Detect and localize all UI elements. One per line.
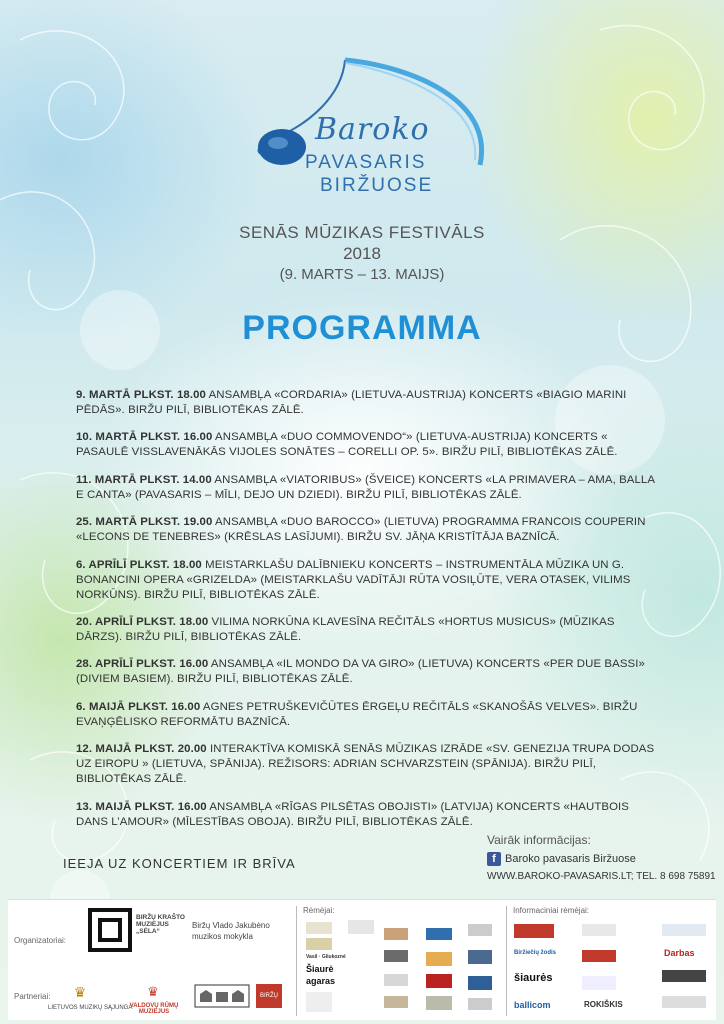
event-description: ANSAMBĻA «IL MONDO DA VA GIRO» (LIETUVA) KONCERTS «PER DUE BASSI» (DIVIEM BASIEM). BIRŽU PILĪ, BIBLIOTĒKAS ZĀLĒ. bbox=[76, 658, 645, 686]
website-and-phone[interactable]: WWW.BAROKO-PAVASARIS.LT; TEL. 8 698 75891 bbox=[487, 871, 716, 882]
logo-script-title: Baroko bbox=[315, 112, 430, 147]
event-item bbox=[76, 657, 656, 687]
event-item bbox=[76, 515, 656, 545]
media-siaures: šiaurės bbox=[514, 972, 553, 984]
supporter-logo bbox=[468, 950, 492, 964]
festival-title: SENĀS MŪZIKAS FESTIVĀLS bbox=[239, 223, 485, 242]
media-logo bbox=[662, 924, 706, 936]
supporter-logo bbox=[468, 998, 492, 1010]
event-description: MEISTARKLAŠU DALĪBNIEKU KONCERTS – INSTRUMENTĀLA MŪZIKA UN G. BONANCINI OPERA «GRIZELDA» (MEISTARKLAŠU VADĪTĀJI RŪTA VOSIĻŪTE, VERA OTASEK, VILIMS NORKŪNS). BIRŽU PILĪ, BIBLIOTĒKAS ZĀLĒ. bbox=[76, 558, 631, 601]
partner-music-union: LIETUVOS MUZIKŲ SĄJUNGA bbox=[48, 1005, 133, 1011]
event-time: 10. MARTĀ PLKST. 16.00 bbox=[76, 431, 213, 444]
programme-heading: PROGRAMMA bbox=[242, 309, 482, 347]
event-description: ANSAMBĻA «CORDARIA» (LIETUVA-AUSTRIJA) KONCERTS «BIAGIO MARINI PĒDĀS». BIRŽU PILĪ, BIBLIOTĒKAS ZĀLĒ. bbox=[76, 389, 627, 416]
supporters-label: Rėmėjai: bbox=[303, 906, 335, 915]
supporter-logo bbox=[306, 992, 332, 1012]
free-entry-note: IEEJA UZ KONCERTIEM IR BRĪVA bbox=[63, 856, 296, 871]
sponsor-strip bbox=[8, 899, 716, 1020]
event-list bbox=[76, 388, 656, 842]
supporter-logo bbox=[384, 928, 408, 940]
supporter-logo bbox=[306, 922, 332, 934]
event-item bbox=[76, 742, 656, 787]
event-description: INTERAKTĪVA KOMISKĀ SENĀS MŪZIKAS IZRĀDE «SV. GENEZIJA TRUPA DODAS UZ EIROPU » (LIETUVA, SPĀNIJA). REŽISORS: ADRIAN SCHVARZSTEIN (SPĀNIJA). BIRŽU PILĪ, BIBLIOTĒKAS ZĀLĒ. bbox=[76, 743, 655, 786]
partner-birzai-logo: BIRŽŲ bbox=[256, 984, 282, 1008]
event-time: 13. MAIJĀ PLKST. 16.00 bbox=[76, 800, 207, 813]
festival-year: 2018 bbox=[343, 244, 381, 263]
museum-logo-icon bbox=[88, 908, 132, 952]
crown-red-icon: ♛ bbox=[147, 984, 159, 999]
media-logo bbox=[662, 970, 706, 982]
organizers-label: Organizatoriai: bbox=[14, 936, 67, 945]
supporter-logo bbox=[384, 974, 408, 986]
supporter-logo bbox=[468, 924, 492, 936]
media-logo bbox=[582, 976, 616, 990]
event-time: 6. MAIJĀ PLKST. 16.00 bbox=[76, 700, 201, 713]
festival-dates: (9. MARTS – 13. MAIJS) bbox=[279, 266, 445, 283]
more-info-block bbox=[487, 833, 716, 882]
event-time: 12. MAIJĀ PLKST. 20.00 bbox=[76, 743, 207, 756]
more-info-title: Vairāk informācijas: bbox=[487, 833, 591, 847]
event-time: 9. MARTĀ PLKST. 18.00 bbox=[76, 389, 206, 401]
crown-icon: ♛ bbox=[73, 984, 87, 1000]
logo-line-birzuose: BIRŽUOSE bbox=[320, 175, 434, 196]
media-logo bbox=[582, 924, 616, 936]
supporter-logo bbox=[426, 974, 452, 988]
media-logo bbox=[514, 924, 554, 938]
media-ballicom: ballicom bbox=[514, 1000, 551, 1010]
castle-logo-icon bbox=[194, 984, 250, 1008]
event-item bbox=[76, 473, 656, 503]
event-description: ANSAMBĻA «VIATORIBUS» (ŠVEICE) KONCERTS «LA PRIMAVERA – AMA, BALLA E CANTA» (PAVASARIS – MĪLI, DEJO UN DZIEDI). BIRŽU PILĪ, BIBLIOTĒKAS ZĀLĒ. bbox=[76, 473, 655, 501]
supporter-line: Vasil · Gliukoznė bbox=[306, 954, 346, 960]
event-item bbox=[76, 558, 656, 603]
event-item bbox=[76, 615, 656, 645]
supporter-logo bbox=[384, 950, 408, 962]
event-description: AGNES PETRUŠKEVIČŪTES ĒRGEĻU REČITĀLS «SKANOŠĀS VELVES». BIRŽU EVAŅĢĒLISKO REFORMĀTU BAZNĪCĀ. bbox=[76, 700, 638, 728]
supporter-logo bbox=[384, 996, 408, 1008]
event-description: ANSAMBĻA «DUO BAROCCO» (LIETUVA) PROGRAMMA FRANCOIS COUPERIN «LECONS DE TENEBRES» (KRĒSLAS LASĪJUMI). BIRŽU SV. JĀŅA KRISTĪTĀJA BAZNĪCĀ. bbox=[76, 516, 646, 544]
facebook-link[interactable] bbox=[487, 852, 716, 866]
media-supporters-label: Informaciniai rėmėjai: bbox=[513, 906, 590, 915]
media-logo bbox=[582, 950, 616, 962]
event-description: VILIMA NORKŪNA KLAVESĪNA REČITĀLS «HORTUS MUSICUS» (MŪZIKAS DĀRZS). BIRŽU PILĪ, BIBLIOTĒKAS ZĀLĒ. bbox=[76, 615, 615, 643]
logo-line-pavasaris: PAVASARIS bbox=[305, 152, 427, 173]
supporter-logo bbox=[348, 920, 374, 934]
supporter-agaras: agaras bbox=[306, 976, 336, 986]
supporter-logo bbox=[426, 928, 452, 940]
event-time: 11. MARTĀ PLKST. 14.00 bbox=[76, 473, 212, 486]
partners-label: Partneriai: bbox=[14, 992, 51, 1001]
music-school-name: Biržų Vlado Jakubėno muzikos mokykla bbox=[192, 921, 270, 941]
facebook-page-name: Baroko pavasaris Biržuose bbox=[505, 853, 636, 865]
media-rokiskis: ROKIŠKIS bbox=[584, 1000, 623, 1009]
supporter-logo bbox=[426, 996, 452, 1010]
event-description: ANSAMBĻA «RĪGAS PILSĒTAS OBOJISTI» (LATVIJA) KONCERTS «HAUTBOIS DANS L’AMOUR» (MĪLESTĪBAS OBOJA). BIRŽU PILĪ, BIBLIOTĒKAS ZĀLĒ. bbox=[76, 800, 629, 828]
separator bbox=[506, 906, 507, 1016]
media-logo bbox=[662, 996, 706, 1008]
event-time: 6. APRĪLĪ PLKST. 18.00 bbox=[76, 558, 202, 571]
supporter-logo bbox=[426, 952, 452, 966]
event-time: 20. APRĪLĪ PLKST. 18.00 bbox=[76, 615, 209, 628]
partner-palace-museum: VALDOVŲ RŪMŲ MUZIEJUS bbox=[129, 1003, 179, 1015]
event-time: 25. MARTĀ PLKST. 19.00 bbox=[76, 516, 213, 529]
event-item bbox=[76, 430, 656, 460]
event-description: ANSAMBĻA «DUO COMMOVENDO“» (LIETUVA-AUSTRIJA) KONCERTS « PASAULĒ VISSLAVENĀKĀS VIJOLES SONĀTES – CORELLI OP. 5». BIRŽU PILĪ, BIBLIOTĒKAS ZĀLĒ. bbox=[76, 431, 618, 459]
event-item bbox=[76, 388, 656, 418]
event-time: 28. APRĪLĪ PLKST. 16.00 bbox=[76, 658, 209, 671]
separator bbox=[296, 906, 297, 1016]
supporter-logo bbox=[306, 938, 332, 950]
supporter-siaure: Šiaurė bbox=[306, 964, 334, 974]
museum-name: BIRŽŲ KRAŠTO MUZIEJUS „SĖLA“ bbox=[136, 914, 185, 935]
event-item bbox=[76, 800, 656, 830]
media-darbas: Darbas bbox=[664, 948, 695, 958]
event-item bbox=[76, 700, 656, 730]
media-birzieciu-zodis: Biržiečių žodis bbox=[514, 950, 557, 956]
facebook-icon: f bbox=[487, 852, 501, 866]
supporter-logo bbox=[468, 976, 492, 990]
